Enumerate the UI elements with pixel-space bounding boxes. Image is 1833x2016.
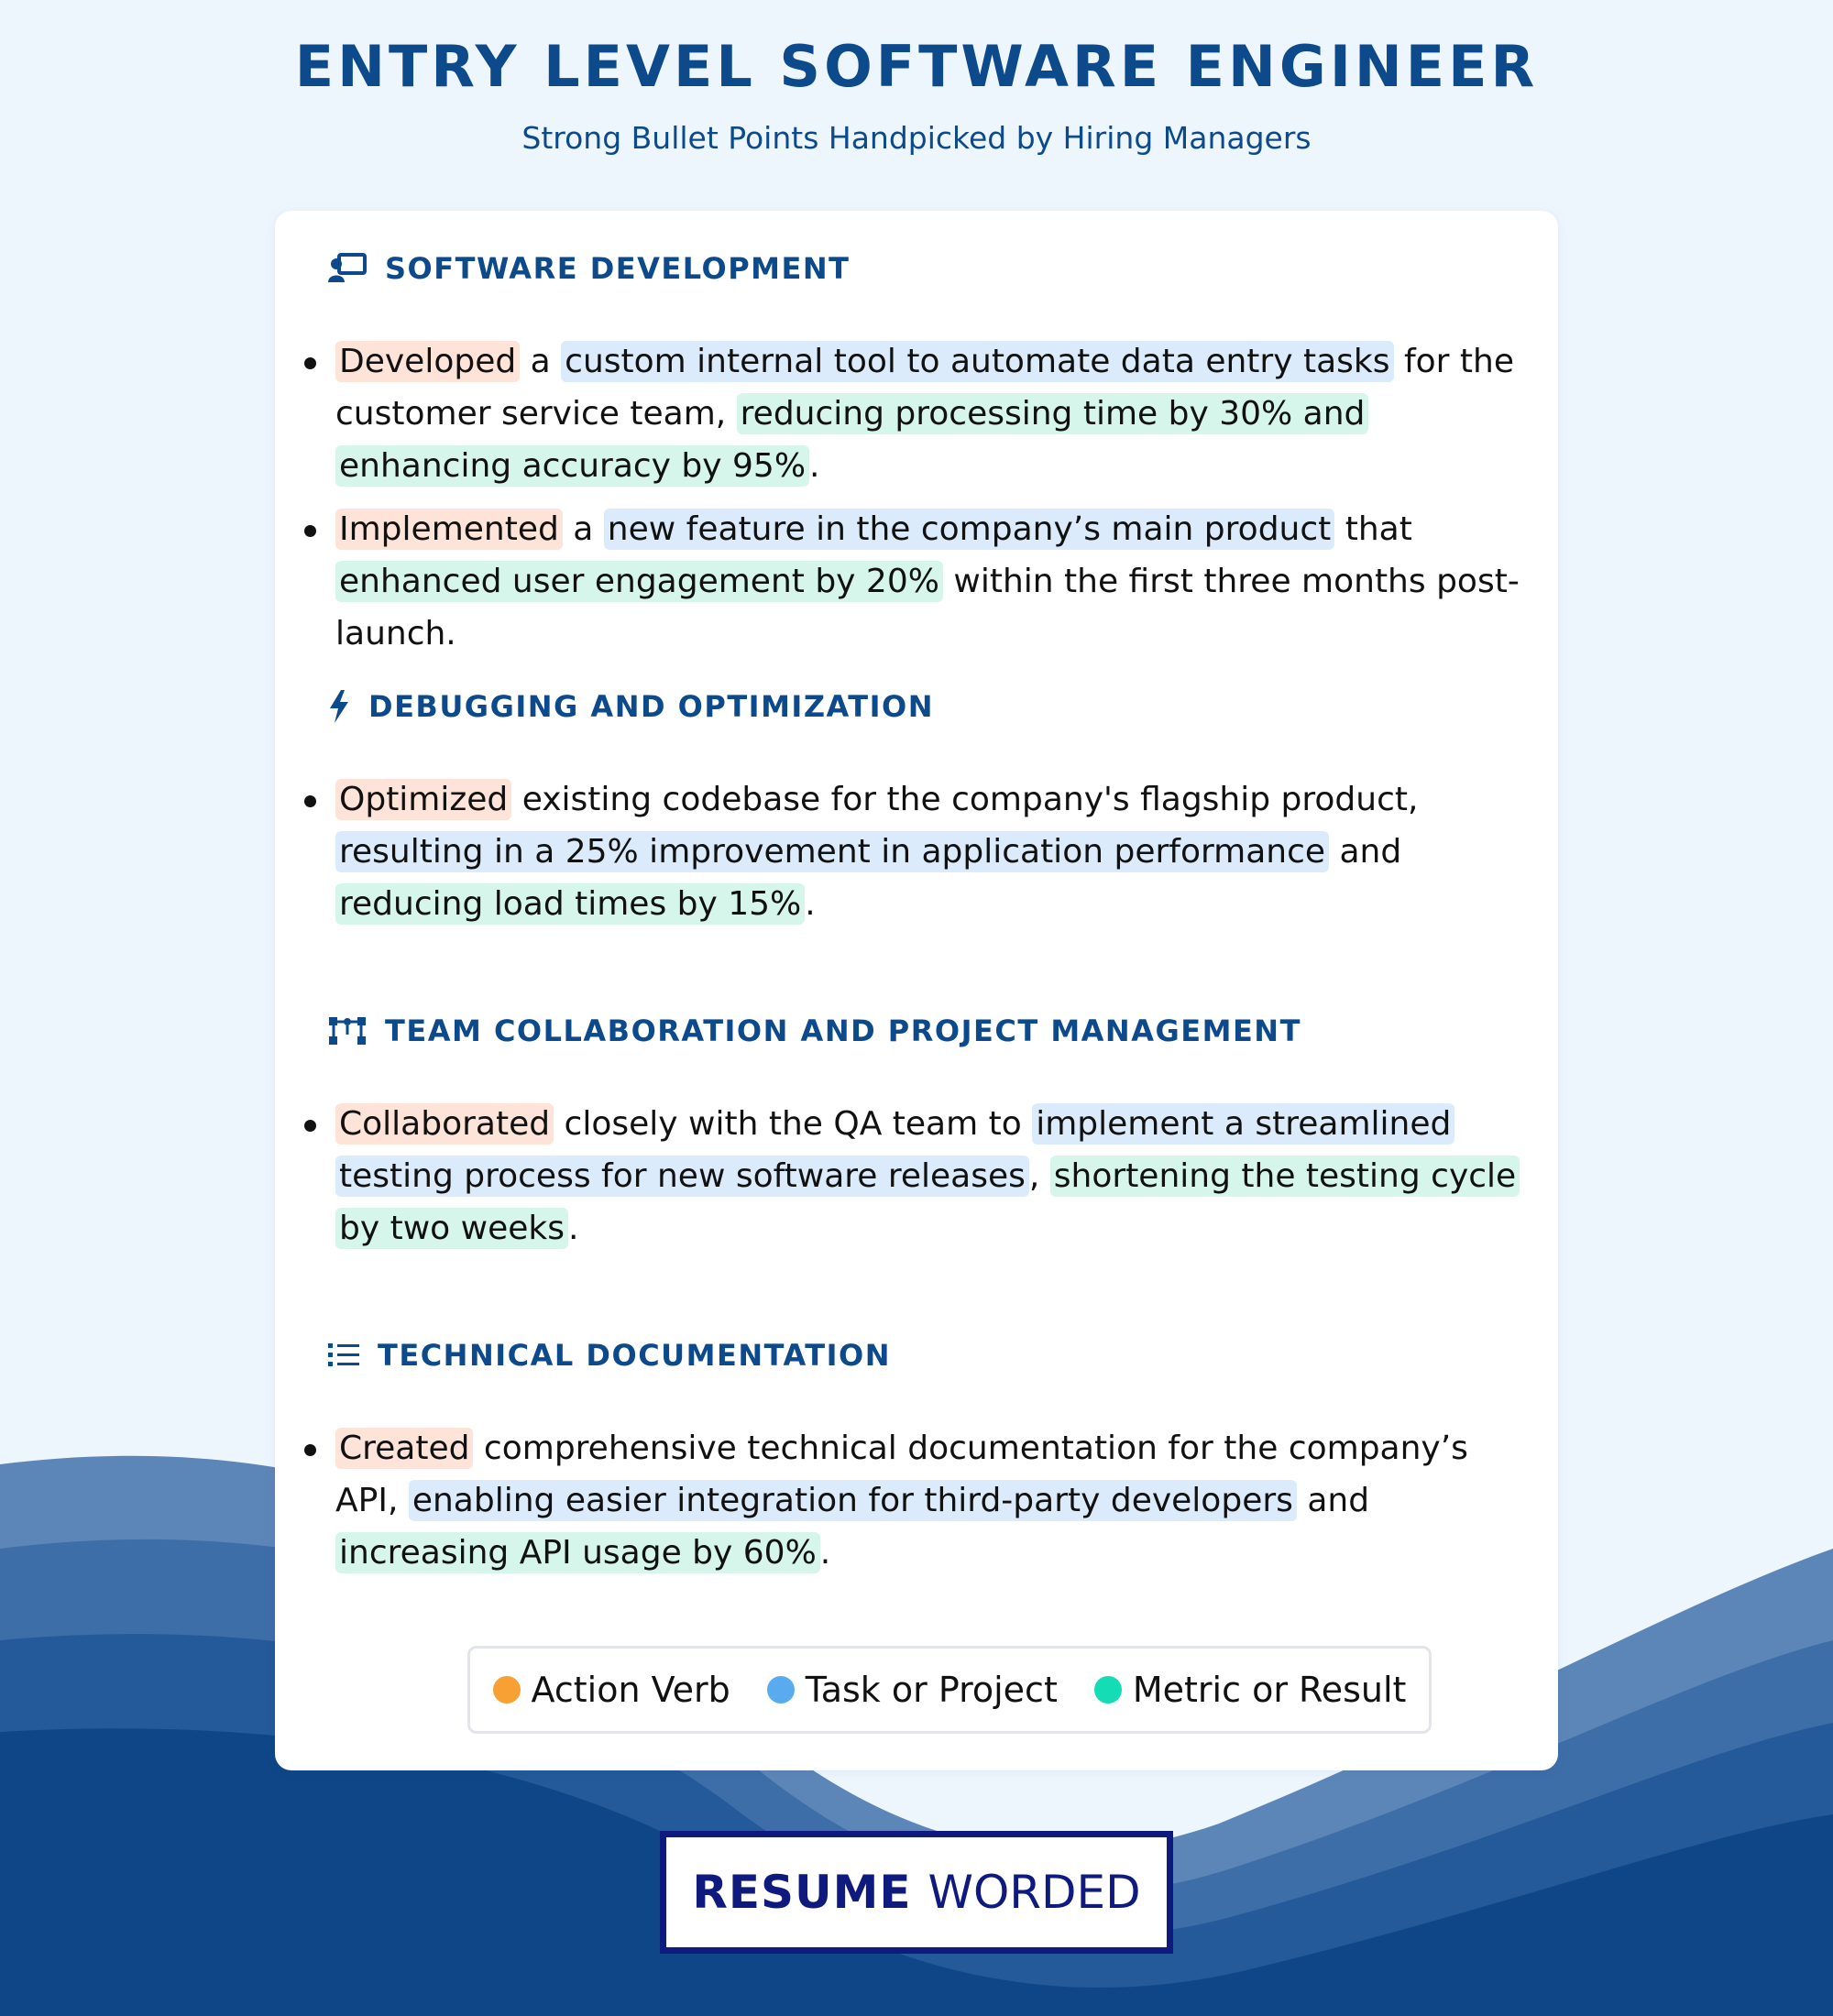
bullet-point <box>335 335 1536 492</box>
task-or-project: implement a streamlined testing process for new software releases <box>335 1103 1454 1197</box>
section-title-text: SOFTWARE DEVELOPMENT <box>385 251 851 286</box>
task-or-project: new feature in the company’s main product <box>604 509 1334 550</box>
legend-label: Task or Project <box>805 1670 1058 1710</box>
metric-or-result: increasing API usage by 60% <box>335 1532 820 1573</box>
bullet-text: and <box>1296 1482 1370 1519</box>
bullet-text: that <box>1334 510 1412 548</box>
page-title: ENTRY LEVEL SOFTWARE ENGINEER <box>294 33 1539 100</box>
logo-text-regular: WORDED <box>927 1866 1141 1919</box>
bullet-text: . <box>805 885 816 923</box>
bullet-text: comprehensive technical documentation for the company’s API, <box>335 1430 1468 1519</box>
section-title-debugging-optimization <box>328 689 934 724</box>
page-header <box>0 33 1833 156</box>
bullet-text: a <box>562 510 604 548</box>
bullet-points-card <box>275 211 1558 1770</box>
green-dot-icon <box>1094 1676 1122 1704</box>
action-verb: Created <box>335 1428 473 1469</box>
bullet-point <box>335 1098 1536 1255</box>
task-or-project: resulting in a 25% improvement in application performance <box>335 831 1329 872</box>
blue-dot-icon <box>767 1676 795 1704</box>
page-subtitle: Strong Bullet Points Handpicked by Hiring Managers <box>521 120 1312 156</box>
section-title-team-collaboration <box>328 1013 1301 1048</box>
bullet-text: . <box>819 1534 831 1572</box>
action-verb: Collaborated <box>335 1103 554 1145</box>
bullet-list-debugging-optimization <box>335 773 1536 941</box>
bullet-list-technical-documentation <box>335 1422 1536 1590</box>
highlight-legend <box>467 1646 1432 1734</box>
section-title-text: DEBUGGING AND OPTIMIZATION <box>368 689 935 724</box>
section-title-software-development <box>328 251 850 286</box>
legend-label: Metric or Result <box>1132 1670 1407 1710</box>
bullet-point <box>335 773 1536 930</box>
action-verb: Developed <box>335 341 520 382</box>
action-verb: Optimized <box>335 779 511 820</box>
metric-or-result: shortening the testing cycle by two weeks <box>335 1156 1520 1249</box>
list-icon <box>328 1342 359 1368</box>
task-or-project: enabling easier integration for third-party developers <box>409 1480 1297 1521</box>
action-verb: Implemented <box>335 509 563 550</box>
bullet-text: for the customer service team, <box>335 343 1514 433</box>
legend-item-task-or-project <box>767 1670 1058 1710</box>
presentation-user-icon <box>328 253 367 284</box>
bullet-text: within the first three months post-launch. <box>335 563 1520 652</box>
metric-or-result: enhanced user engagement by 20% <box>335 561 943 602</box>
bullet-text: a <box>520 343 562 380</box>
bullet-point <box>335 1422 1536 1579</box>
metric-or-result: reducing load times by 15% <box>335 883 805 925</box>
bullet-text: and <box>1329 833 1402 871</box>
bullet-text: . <box>809 447 820 485</box>
legend-label: Action Verb <box>531 1670 730 1710</box>
bullet-text: , <box>1028 1157 1050 1195</box>
logo-text-bold: RESUME <box>692 1866 912 1919</box>
section-title-text: TEAM COLLABORATION AND PROJECT MANAGEMENT <box>385 1013 1301 1048</box>
bullet-list-software-development <box>335 335 1536 671</box>
bullet-text: existing codebase for the company's flagship product, <box>511 781 1419 818</box>
legend-item-action-verb <box>493 1670 730 1710</box>
bullet-point <box>335 503 1536 660</box>
resume-worded-logo <box>660 1831 1173 1954</box>
team-network-icon <box>328 1016 367 1046</box>
task-or-project: custom internal tool to automate data entry tasks <box>561 341 1393 382</box>
section-title-text: TECHNICAL DOCUMENTATION <box>378 1338 891 1373</box>
section-title-technical-documentation <box>328 1338 891 1373</box>
bullet-text: . <box>567 1210 579 1247</box>
bullet-list-team-collaboration <box>335 1098 1536 1265</box>
legend-item-metric-or-result <box>1094 1670 1407 1710</box>
metric-or-result: reducing processing time by 30% and enhancing accuracy by 95% <box>335 393 1368 487</box>
orange-dot-icon <box>493 1676 521 1704</box>
lightning-bolt-icon <box>328 690 350 723</box>
bullet-text: closely with the QA team to <box>554 1105 1033 1143</box>
